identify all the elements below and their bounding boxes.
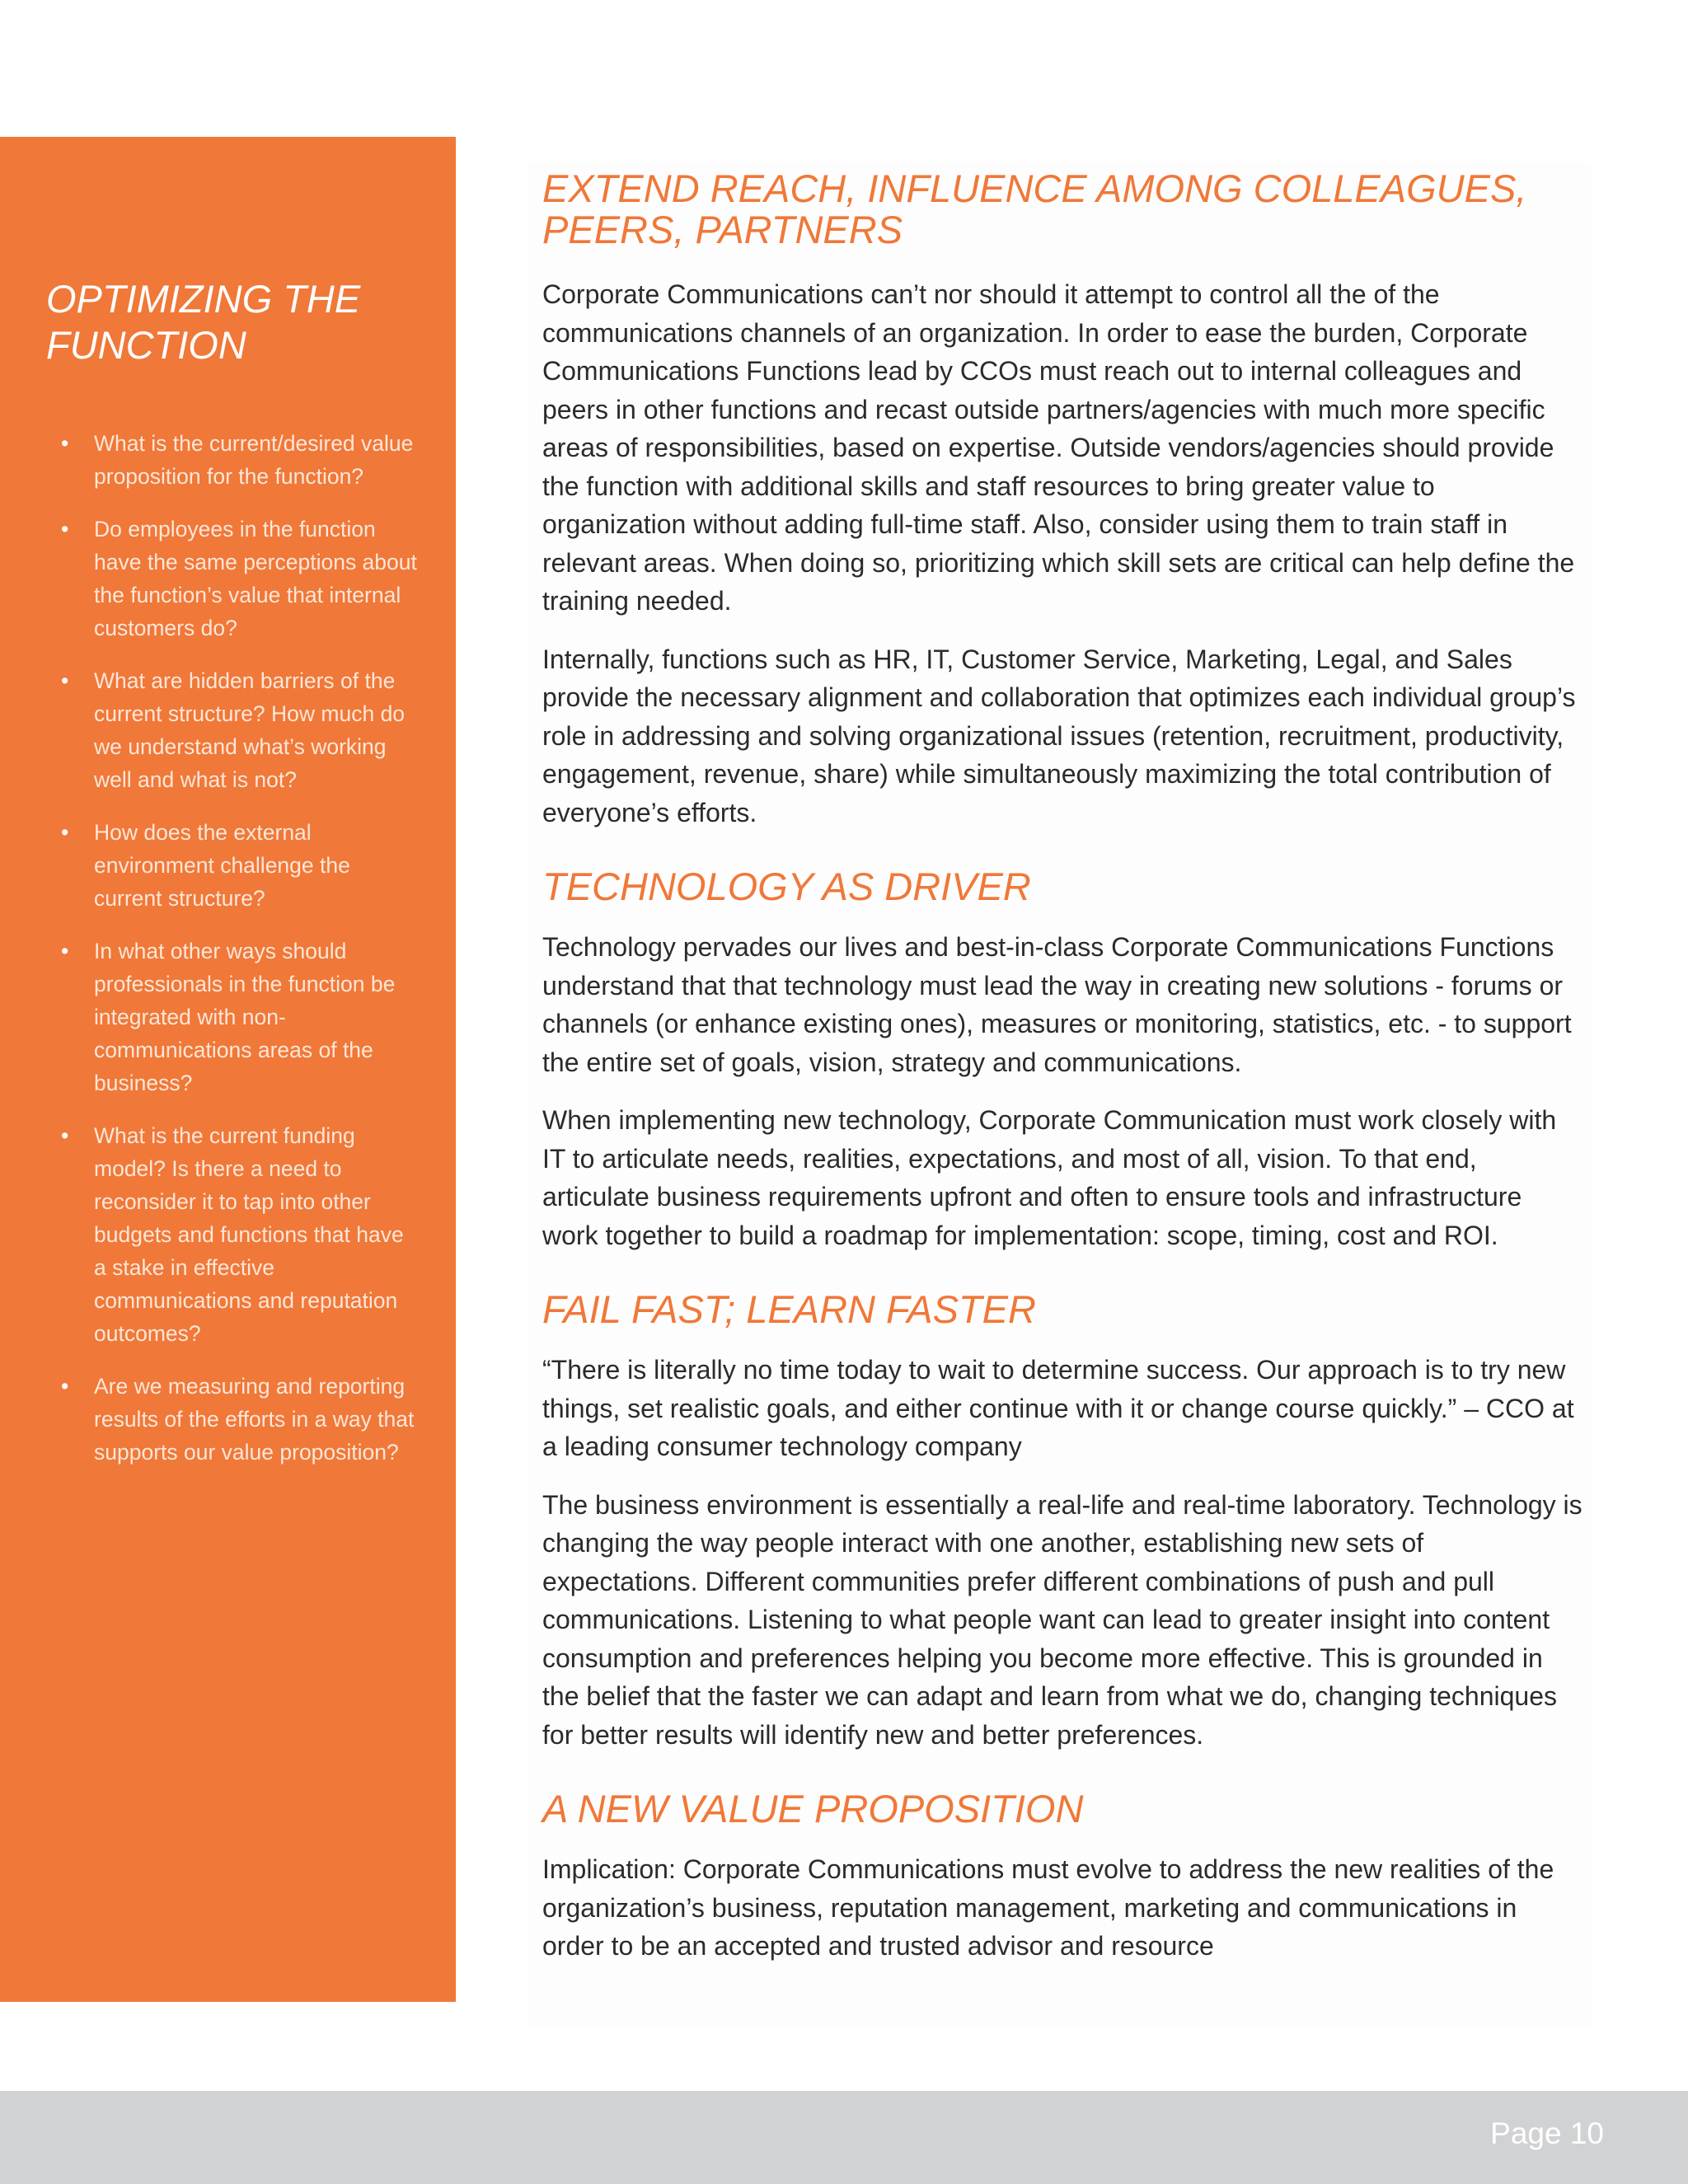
sidebar-question bbox=[58, 664, 420, 796]
sidebar-question bbox=[58, 816, 420, 915]
sidebar-question bbox=[58, 935, 420, 1099]
sidebar-question bbox=[58, 513, 420, 644]
sidebar-question-text: Are we measuring and reporting results of the efforts in a way that supports our value proposition? bbox=[94, 1374, 415, 1465]
bullet-icon: • bbox=[61, 1123, 69, 1148]
section-heading: EXTEND REACH, INFLUENCE AMONG COLLEAGUES, PEERS, PARTNERS bbox=[542, 166, 1527, 251]
section-paragraph: Implication: Corporate Communications must evolve to address the new realities of the organization’s business, reputation management, marketing and communications in order to be an accepted and trusted advisor and resource bbox=[542, 1854, 1554, 1961]
sidebar-title: OPTIMIZING THE FUNCTION bbox=[46, 277, 361, 367]
page-footer bbox=[0, 2091, 1688, 2184]
section-fail-fast bbox=[542, 1289, 1582, 1754]
main-content bbox=[528, 162, 1591, 2027]
main-content-inner bbox=[542, 162, 1582, 1966]
sidebar-question bbox=[58, 1370, 420, 1469]
section-paragraph: Technology pervades our lives and best-in-class Corporate Communications Functions understand that that technology must lead the way in creating new solutions - forums or channels (or enhance existing ones), measures or monitoring, statistics, etc. - to support the entire set of goals, vision, strategy and communications. bbox=[542, 932, 1572, 1077]
sidebar-question-text: What is the current funding model? Is there a need to reconsider it to tap into other budgets and functions that have a stake in effective communications and reputation outcomes? bbox=[94, 1123, 404, 1346]
section-paragraph: Internally, functions such as HR, IT, Customer Service, Marketing, Legal, and Sales provide the necessary alignment and collaboration that optimizes each individual group’s role in addressing and solving organizational issues (retention, recruitment, productivity, engagement, revenue, share) while simultaneously maximizing the total contribution of everyone’s efforts. bbox=[542, 644, 1576, 827]
bullet-icon: • bbox=[61, 517, 69, 541]
sidebar-question-text: Do employees in the function have the same perceptions about the function’s value that internal customers do? bbox=[94, 517, 417, 640]
sidebar-question-text: What are hidden barriers of the current structure? How much do we understand what’s working well and what is not? bbox=[94, 668, 406, 792]
bullet-icon: • bbox=[61, 820, 69, 845]
bullet-icon: • bbox=[61, 668, 69, 693]
section-paragraph: When implementing new technology, Corporate Communication must work closely with IT to articulate needs, realities, expectations, and most of all, vision. To that end, articulate business requirements upfront and often to ensure tools and infrastructure work together to build a roadmap for implementation: scope, timing, cost and ROI. bbox=[542, 1105, 1557, 1250]
bullet-icon: • bbox=[61, 1374, 69, 1399]
bullet-icon: • bbox=[61, 939, 69, 963]
sidebar-question bbox=[58, 427, 420, 493]
quote-paragraph: “There is literally no time today to wait to determine success. Our approach is to try new things, set realistic goals, and either continue with it or change course quickly.” – CCO at a leading consumer technology company bbox=[542, 1355, 1574, 1461]
section-heading: TECHNOLOGY AS DRIVER bbox=[542, 865, 1031, 908]
section-new-value-proposition bbox=[542, 1788, 1582, 1966]
bullet-icon: • bbox=[61, 431, 69, 456]
section-extend-reach bbox=[542, 168, 1582, 832]
sidebar-question-text: In what other ways should professionals in the function be integrated with non-communications areas of the business? bbox=[94, 939, 396, 1095]
section-paragraph: Corporate Communications can’t nor should it attempt to control all the of the communications channels of an organization. In order to ease the burden, Corporate Communications Functions lead by CCOs must reach out to internal colleagues and peers in other functions and recast outside partners/agencies with much more specific areas of responsibilities, based on expertise. Outside vendors/agencies should provide the function with additional skills and staff resources to bring greater value to organization without adding full-time staff. Also, consider using them to train staff in relevant areas. When doing so, prioritizing which skill sets are critical can help define the training needed. bbox=[542, 279, 1575, 616]
sidebar-question-text: What is the current/desired value proposition for the function? bbox=[94, 431, 414, 489]
section-heading: A NEW VALUE PROPOSITION bbox=[542, 1787, 1084, 1830]
section-paragraph: The business environment is essentially a real-life and real-time laboratory. Technology is changing the way people interact with one another, establishing new sets of expectations. Different communities prefer different combinations of push and pull communications. Listening to what people want can lead to greater insight into content consumption and preferences helping you become more effective. This is grounded in the belief that the faster we can adapt and learn from what we do, changing techniques for better results will identify new and better preferences. bbox=[542, 1489, 1582, 1750]
sidebar-question-text: How does the external environment challenge the current structure? bbox=[94, 820, 350, 911]
section-technology-driver bbox=[542, 866, 1582, 1254]
section-heading: FAIL FAST; LEARN FASTER bbox=[542, 1287, 1036, 1331]
sidebar-question-list bbox=[58, 427, 420, 1488]
sidebar-question bbox=[58, 1119, 420, 1350]
page-number: Page 10 bbox=[1490, 2116, 1604, 2150]
